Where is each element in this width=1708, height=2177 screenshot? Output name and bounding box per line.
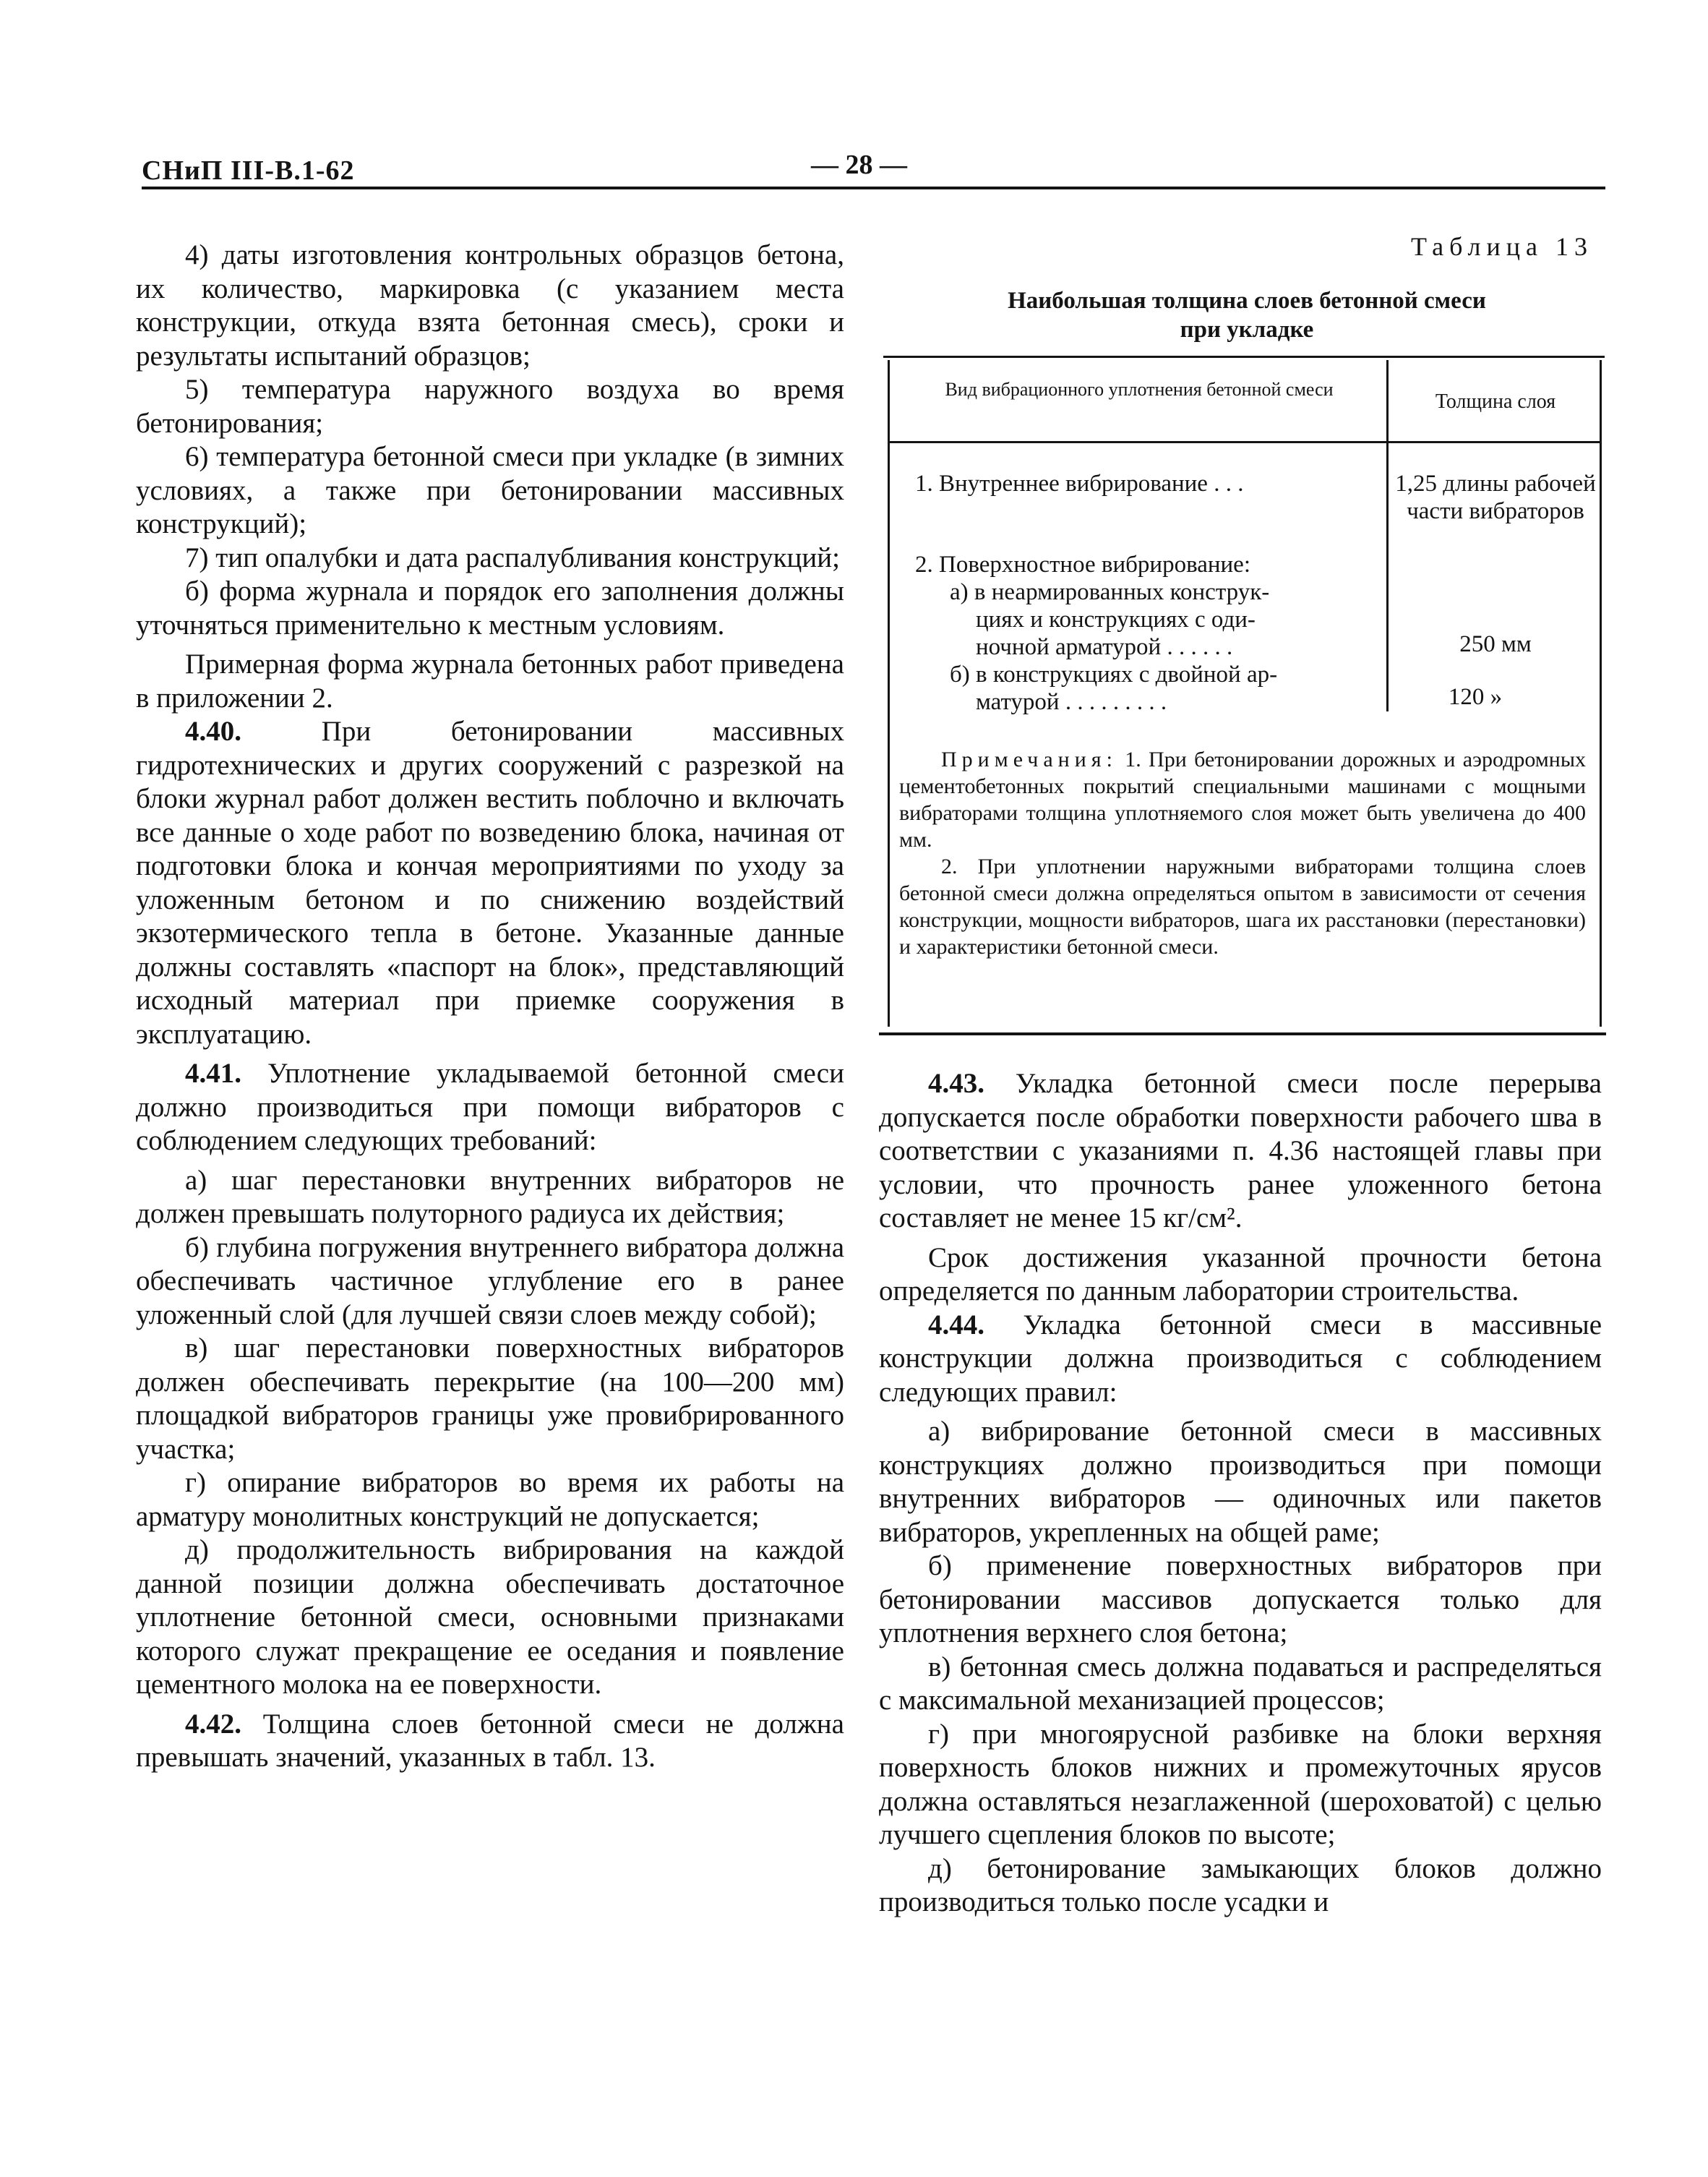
paragraph-4-43 [879,1067,1602,1236]
paragraph: в) бетонная смесь должна подаваться и распределяться с максимальной механизацией процессов; [879,1651,1602,1716]
table-top-rule [883,356,1605,358]
table-cell-row2: 2. Поверхностное вибрирование: [915,552,1250,578]
table-bottom-rule [879,1032,1606,1035]
paragraph: 4) даты изготовления контрольных образцов бетона, их количество, маркировка (с указанием места конструкции, откуда взята бетонная смесь), сроки и результаты испытаний образцов; [136,239,844,372]
left-column [136,239,844,1775]
note-2: 2. При уплотнении наружными вибраторами толщина слоев бетонной смеси должна определяться опытом в зависимости от сечения конструкции, мощности вибраторов, шага их расстановки (перестановки) и характеристики бетонной смеси. [899,855,1586,959]
table-cell-row2b: матурой . . . . . . . . . [976,689,1167,715]
note-1: 1. При бетонировании дорожных и аэродромных цементобетонных покрытий специальными машинами с мощными вибраторами толщина уплотняемого слоя может быть увеличена до 400 мм. [899,748,1586,852]
paragraph: д) бетонирование замыкающих блоков должно производиться только после усадки и [879,1852,1602,1917]
clause-text: Уплотнение укладываемой бетонной смеси должно производиться при помощи вибраторов с соблюдением следующих требований: [136,1058,844,1156]
clause-text: Укладка бетонной смеси в массивные конструкции должна производиться с соблюдением следующих правил: [879,1309,1602,1408]
paragraph: а) вибрирование бетонной смеси в массивных конструкциях должно производиться при помощи внутренних вибраторов — одиночных или пакетов вибраторов, укрепленных на общей раме; [879,1416,1602,1548]
clause-number: 4.40. [185,716,241,747]
paragraph: в) шаг перестановки поверхностных вибраторов должен обеспечивать перекрытие (на 100—200 мм) площадкой вибраторов границы уже провибрированного участка; [136,1333,844,1465]
header-rule [142,187,1605,189]
table-header-thickness: Толщина слоя [1435,390,1556,413]
paragraph: Примерная форма журнала бетонных работ приведена в приложении 2. [136,649,844,714]
page-number: — 28 — [811,150,907,180]
table-cell-row2a: ночной арматурой . . . . . . [976,634,1233,660]
table-cell-row2b-value: 120 » [1448,684,1503,710]
document-code: СНиП III-В.1-62 [142,155,355,186]
paragraph: б) глубина погружения внутреннего вибратора должна обеспечивать частичное углубление его в ранее уложенный слой (для лучшей связи слоев между собой); [136,1231,844,1330]
paragraph-4-41 [136,1057,844,1158]
right-column [879,1067,1602,1920]
table-number: Таблица 13 [1411,232,1593,261]
table-header-rule [888,441,1602,443]
paragraph: б) применение поверхностных вибраторов при бетонировании массивов допускается только для уплотнения верхнего слоя бетона; [879,1550,1602,1648]
clause-number: 4.43. [928,1068,984,1099]
paragraph: 5) температура наружного воздуха во время бетонирования; [136,374,844,439]
paragraph: а) шаг перестановки внутренних вибраторов не должен превышать полуторного радиуса их действия; [136,1164,844,1229]
table-notes [899,746,1586,960]
clause-number: 4.42. [185,1708,241,1740]
table-title: Наибольшая толщина слоев бетонной смеси при укладке [1008,288,1486,343]
paragraph: г) опирание вибраторов во время их работы на арматуру монолитных конструкций не допускается; [136,1467,844,1532]
table-column-divider [1386,360,1389,711]
paragraph: б) форма журнала и порядок его заполнения должны уточняться применительно к местным условиям. [136,576,844,641]
paragraph-4-44 [879,1309,1602,1410]
table-cell-row2a: а) в неармированных конструк- [950,579,1270,605]
table-cell-row2a-value: 250 мм [1459,631,1532,657]
paragraph: д) продолжительность вибрирования на каждой данной позиции должна обеспечивать достаточное уплотнение бетонной смеси, основными признаками которого служат прекращение ее оседания и появление цементного молока на ее поверхности. [136,1534,844,1700]
notes-label: Примечания: [941,748,1117,771]
clause-number: 4.44. [928,1309,984,1340]
clause-number: 4.41. [185,1058,241,1089]
paragraph: Срок достижения указанной прочности бетона определяется по данным лаборатории строительства. [879,1241,1602,1306]
clause-text: При бетонировании массивных гидротехнических и других сооружений с разрезкой на блоки журнал работ должен вестить поблочно и включать все данные о ходе работ по возведению блока, начиная от подготовки блока и кончая мероприятиями по уходу за уложенным бетоном и по снижению воздействий экзотермического тепла в бетоне. Указанные данные должны составлять «паспорт на блок», представляющий исходный материал при приемке сооружения в эксплуатацию. [136,716,844,1050]
table-cell-row2b: б) в конструкциях с двойной ар- [950,662,1278,688]
paragraph: 6) температура бетонной смеси при укладке (в зимних условиях, а также при бетонировании массивных конструкций); [136,441,844,539]
clause-text: Толщина слоев бетонной смеси не должна превышать значений, указанных в табл. 13. [136,1708,844,1773]
paragraph: 7) тип опалубки и дата распалубливания конструкций; [185,542,840,573]
table-header-method: Вид вибрационного уплотнения бетонной смеси [945,379,1334,400]
paragraph-4-42 [136,1708,844,1775]
paragraph-4-40 [136,715,844,1051]
table-cell-row1: 1. Внутреннее вибрирование . . . [915,471,1244,497]
table-cell-row2a: циях и конструкциях с оди- [976,607,1256,633]
clause-text: Укладка бетонной смеси после перерыва допускается после обработки поверхности рабочего шва в соответствии с указаниями п. 4.36 настоящей главы при условии, что прочность ранее уложенного бетона составляет не менее 15 кг/см². [879,1068,1602,1233]
paragraph: г) при многоярусной разбивке на блоки верхняя поверхность блоков нижних и промежуточных ярусов должна оставляться незаглаженной (шероховатой) с целью лучшего сцепления блоков по высоте; [879,1718,1602,1850]
table-cell-row1-value: 1,25 длины рабочей части вибраторов [1395,471,1596,524]
